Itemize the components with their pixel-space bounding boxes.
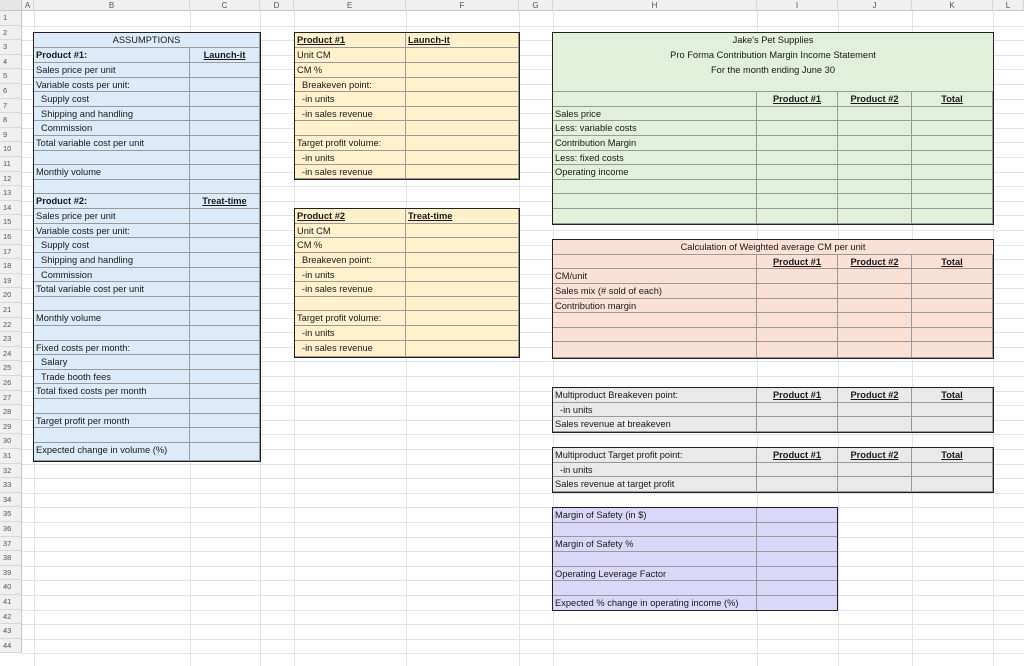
mbe-col-product1[interactable]: Product #1 [757,388,838,403]
a1-shipping-value[interactable] [190,107,260,121]
row-header[interactable]: 13 [0,186,22,201]
p2-be-units[interactable]: -in units [295,268,406,282]
a-expected-change-value[interactable] [190,443,260,461]
a1-blank-value[interactable] [190,151,260,165]
wcm-blank-1-total[interactable] [912,313,993,328]
a2-blank-value[interactable] [190,297,260,311]
is-blank-2[interactable] [553,194,757,209]
wcm-cm-unit-total[interactable] [912,269,993,284]
is-operating-p1[interactable] [757,165,838,180]
p1-cm-pct[interactable]: CM % [295,63,406,78]
is-less-fixed-p2[interactable] [838,151,912,165]
safety-blank-3-value[interactable] [757,581,837,596]
is-blank-1-p1[interactable] [757,180,838,194]
row-header[interactable]: 16 [0,230,22,245]
is-less-var-p1[interactable] [757,121,838,136]
p2-be-sales-value[interactable] [406,282,519,297]
safety-blank-1[interactable] [553,523,757,537]
a-gap4-value[interactable] [190,428,260,443]
row-header[interactable]: 6 [0,84,22,99]
p1-tp-sales-value[interactable] [406,165,519,179]
mtp-sales-revenue-p2[interactable] [838,477,912,492]
p1-breakeven-value[interactable] [406,78,519,92]
row-header[interactable]: 31 [0,449,22,464]
wcm-header-label[interactable] [553,255,757,269]
row-header[interactable]: 18 [0,259,22,274]
mbe-sales-revenue[interactable]: Sales revenue at breakeven [553,417,757,432]
is-header-label[interactable] [553,92,757,107]
row-header[interactable]: 30 [0,434,22,449]
mbe-in-units-p1[interactable] [757,403,838,417]
row-header[interactable]: 14 [0,201,22,216]
p2-unit-cm-value[interactable] [406,224,519,238]
a1-shipping[interactable]: Shipping and handling [34,107,190,121]
select-all-corner[interactable] [0,0,22,11]
column-header-b[interactable]: B [34,0,190,11]
is-blank-3-total[interactable] [912,209,993,224]
mtp-in-units[interactable]: -in units [553,463,757,477]
row-header[interactable]: 41 [0,595,22,610]
a1-commission-value[interactable] [190,121,260,136]
wcm-blank-1-p1[interactable] [757,313,838,328]
safety-blank-2[interactable] [553,552,757,567]
wcm-blank-2-total[interactable] [912,328,993,342]
a2-supply-value[interactable] [190,238,260,253]
a2-commission[interactable]: Commission [34,268,190,282]
p2-breakeven[interactable]: Breakeven point: [295,253,406,268]
p1-target-volume-value[interactable] [406,136,519,151]
column-header-a[interactable]: A [22,0,34,11]
mos-dollars[interactable]: Margin of Safety (in $) [553,508,757,523]
row-header[interactable]: 3 [0,40,22,55]
is-sales-price[interactable]: Sales price [553,107,757,121]
p2-be-units-value[interactable] [406,268,519,282]
grid-row-line [22,639,1024,640]
grid-row-line [22,653,1024,654]
operating-leverage[interactable]: Operating Leverage Factor [553,567,757,581]
assumptions-product1-label[interactable]: Product #1: [34,48,190,63]
row-header[interactable]: 19 [0,274,22,289]
wcm-cm-unit[interactable]: CM/unit [553,269,757,284]
wcm-col-product2[interactable]: Product #2 [838,255,912,269]
row-header[interactable]: 29 [0,420,22,435]
row-header[interactable]: 5 [0,69,22,84]
mos-dollars-value[interactable] [757,508,837,523]
mtp-sales-revenue-total[interactable] [912,477,993,492]
row-header[interactable]: 1 [0,11,22,26]
row-header[interactable]: 28 [0,405,22,420]
column-header-c[interactable]: C [190,0,260,11]
is-col-product1[interactable]: Product #1 [757,92,838,107]
is-blank-2-p1[interactable] [757,194,838,209]
a-gap4[interactable] [34,428,190,443]
wcm-blank-1[interactable] [553,313,757,328]
is-contribution-p1[interactable] [757,136,838,151]
a2-var-costs[interactable]: Variable costs per unit: [34,224,190,238]
p2-header[interactable]: Product #2 [295,209,406,224]
p2-tp-units-value[interactable] [406,326,519,341]
is-blank-2-p2[interactable] [838,194,912,209]
a2-monthly-volume-value[interactable] [190,311,260,326]
a-target-profit-value[interactable] [190,414,260,428]
a1-sales-price[interactable]: Sales price per unit [34,63,190,78]
a-total-fixed[interactable]: Total fixed costs per month [34,384,190,399]
a1-supply-value[interactable] [190,92,260,107]
p1-name[interactable]: Launch-it [406,33,519,48]
wcm-contribution[interactable]: Contribution margin [553,299,757,313]
row-header[interactable]: 40 [0,580,22,595]
wcm-cm-unit-p2[interactable] [838,269,912,284]
row-header[interactable]: 26 [0,376,22,391]
is-period[interactable]: For the month ending June 30 [553,63,993,78]
safety-blank-1-value[interactable] [757,523,837,537]
wcm-cm-unit-p1[interactable] [757,269,838,284]
a2-supply[interactable]: Supply cost [34,238,190,253]
mtp-sales-revenue[interactable]: Sales revenue at target profit [553,477,757,492]
p1-breakeven[interactable]: Breakeven point: [295,78,406,92]
p1-be-sales[interactable]: -in sales revenue [295,107,406,121]
a-gap3[interactable] [34,399,190,414]
a-salary-value[interactable] [190,355,260,370]
a2-sales-price[interactable]: Sales price per unit [34,209,190,224]
is-contribution-total[interactable] [912,136,993,151]
a1-commission[interactable]: Commission [34,121,190,136]
is-operating-p2[interactable] [838,165,912,180]
row-header[interactable]: 32 [0,464,22,479]
column-header-e[interactable]: E [294,0,406,11]
p1-unit-cm[interactable]: Unit CM [295,48,406,63]
row-header[interactable]: 8 [0,113,22,128]
p1-target-volume[interactable]: Target profit volume: [295,136,406,151]
operating-leverage-value[interactable] [757,567,837,581]
wcm-blank-2[interactable] [553,328,757,342]
column-header-j[interactable]: J [838,0,912,11]
wcm-sales-mix-p2[interactable] [838,284,912,299]
p1-header[interactable]: Product #1 [295,33,406,48]
mbe-col-total[interactable]: Total [912,388,993,403]
is-operating[interactable]: Operating income [553,165,757,180]
wcm-blank-2-p1[interactable] [757,328,838,342]
is-contribution[interactable]: Contribution Margin [553,136,757,151]
row-header[interactable]: 36 [0,522,22,537]
mtp-in-units-p1[interactable] [757,463,838,477]
grid-row-line [22,551,1024,552]
row-header[interactable]: 25 [0,361,22,376]
mbe-in-units[interactable]: -in units [553,403,757,417]
row-header[interactable]: 15 [0,215,22,230]
a1-var-costs-value[interactable] [190,78,260,92]
wcm-contribution-p1[interactable] [757,299,838,313]
a-trade-booth[interactable]: Trade booth fees [34,370,190,384]
mbe-in-units-total[interactable] [912,403,993,417]
a2-total-var-value[interactable] [190,282,260,297]
mbe-sales-revenue-p2[interactable] [838,417,912,432]
is-less-fixed-total[interactable] [912,151,993,165]
a1-var-costs[interactable]: Variable costs per unit: [34,78,190,92]
p2-cm-pct-value[interactable] [406,238,519,253]
grid-row-line [22,537,1024,538]
column-header-k[interactable]: K [912,0,993,11]
a-fixed-costs-value[interactable] [190,341,260,355]
p2-gap-value[interactable] [406,297,519,311]
is-blank-1-p2[interactable] [838,180,912,194]
wcm-contribution-p2[interactable] [838,299,912,313]
row-header[interactable]: 24 [0,347,22,362]
wcm-sales-mix[interactable]: Sales mix (# sold of each) [553,284,757,299]
is-blank-3[interactable] [553,209,757,224]
safety-blank-3[interactable] [553,581,757,596]
a2-monthly-volume[interactable]: Monthly volume [34,311,190,326]
is-less-var-p2[interactable] [838,121,912,136]
row-header[interactable]: 35 [0,507,22,522]
mtp-sales-revenue-p1[interactable] [757,477,838,492]
a1-monthly-volume-value[interactable] [190,165,260,180]
grid-row-line [22,624,1024,625]
grid-row-line [22,580,1024,581]
p1-unit-cm-value[interactable] [406,48,519,63]
p1-tp-units[interactable]: -in units [295,151,406,165]
grid-row-line [22,522,1024,523]
is-col-total[interactable]: Total [912,92,993,107]
row-header[interactable]: 9 [0,128,22,143]
a1-blank[interactable] [34,151,190,165]
column-header-d[interactable]: D [260,0,294,11]
a-fixed-costs[interactable]: Fixed costs per month: [34,341,190,355]
mos-pct[interactable]: Margin of Safety % [553,537,757,552]
p2-name[interactable]: Treat-time [406,209,519,224]
a-target-profit[interactable]: Target profit per month [34,414,190,428]
p2-target-volume[interactable]: Target profit volume: [295,311,406,326]
wcm-sales-mix-p1[interactable] [757,284,838,299]
is-blank-3-p2[interactable] [838,209,912,224]
expected-change-income[interactable]: Expected % change in operating income (%) [553,596,757,610]
row-header[interactable]: 2 [0,26,22,41]
a-salary[interactable]: Salary [34,355,190,370]
wcm-title[interactable]: Calculation of Weighted average CM per unit [553,240,993,255]
p2-target-volume-value[interactable] [406,311,519,326]
is-contribution-p2[interactable] [838,136,912,151]
row-header[interactable]: 21 [0,303,22,318]
a2-blank[interactable] [34,297,190,311]
assumptions-product1-name[interactable]: Launch-it [190,48,260,63]
row-header[interactable]: 33 [0,478,22,493]
is-sales-price-total[interactable] [912,107,993,121]
row-header[interactable]: 4 [0,55,22,70]
assumptions-product2-label[interactable]: Product #2: [34,194,190,209]
wcm-blank-3-total[interactable] [912,342,993,358]
a-gap3-value[interactable] [190,399,260,414]
is-company[interactable]: Jake's Pet Supplies [553,33,993,48]
row-header[interactable]: 43 [0,624,22,639]
is-title[interactable]: Pro Forma Contribution Margin Income Statement [553,48,993,63]
is-less-var-total[interactable] [912,121,993,136]
column-header-i[interactable]: I [757,0,838,11]
column-header-g[interactable]: G [519,0,553,11]
mbe-title[interactable]: Multiproduct Breakeven point: [553,388,757,403]
wcm-blank-3[interactable] [553,342,757,358]
mtp-col-product1[interactable]: Product #1 [757,448,838,463]
p2-breakeven-value[interactable] [406,253,519,268]
row-header[interactable]: 17 [0,245,22,260]
grid-row-line [22,610,1024,611]
mbe-in-units-p2[interactable] [838,403,912,417]
row-header[interactable]: 12 [0,172,22,187]
wcm-sales-mix-total[interactable] [912,284,993,299]
a-expected-change[interactable]: Expected change in volume (%) [34,443,190,461]
is-blank-3-p1[interactable] [757,209,838,224]
row-header[interactable]: 37 [0,537,22,552]
a-gap2-value[interactable] [190,326,260,341]
p1-be-sales-value[interactable] [406,107,519,121]
row-header[interactable]: 27 [0,391,22,406]
p2-tp-sales-value[interactable] [406,341,519,357]
is-sales-price-p1[interactable] [757,107,838,121]
row-header[interactable]: 10 [0,142,22,157]
a1-sales-price-value[interactable] [190,63,260,78]
wcm-contribution-total[interactable] [912,299,993,313]
p1-be-units-value[interactable] [406,92,519,107]
grid-row-line [22,566,1024,567]
mtp-col-total[interactable]: Total [912,448,993,463]
a2-total-var[interactable]: Total variable cost per unit [34,282,190,297]
p1-gap-value[interactable] [406,121,519,136]
a1-total-var[interactable]: Total variable cost per unit [34,136,190,151]
row-header[interactable]: 34 [0,493,22,508]
wcm-col-total[interactable]: Total [912,255,993,269]
p2-unit-cm[interactable]: Unit CM [295,224,406,238]
p1-gap[interactable] [295,121,406,136]
a-trade-booth-value[interactable] [190,370,260,384]
a2-shipping-value[interactable] [190,253,260,268]
p2-cm-pct[interactable]: CM % [295,238,406,253]
wcm-blank-1-p2[interactable] [838,313,912,328]
p2-be-sales[interactable]: -in sales revenue [295,282,406,297]
wcm-blank-2-p2[interactable] [838,328,912,342]
mtp-in-units-p2[interactable] [838,463,912,477]
wcm-blank-3-p1[interactable] [757,342,838,358]
is-col-product2[interactable]: Product #2 [838,92,912,107]
a-gap2[interactable] [34,326,190,341]
mtp-title[interactable]: Multiproduct Target profit point: [553,448,757,463]
a-total-fixed-value[interactable] [190,384,260,399]
assumptions-title[interactable]: ASSUMPTIONS [34,33,260,48]
row-header[interactable]: 11 [0,157,22,172]
a1-supply[interactable]: Supply cost [34,92,190,107]
safety-blank-2-value[interactable] [757,552,837,567]
is-blank-1-total[interactable] [912,180,993,194]
a2-sales-price-value[interactable] [190,209,260,224]
is-blank-1[interactable] [553,180,757,194]
mbe-col-product2[interactable]: Product #2 [838,388,912,403]
a2-shipping[interactable]: Shipping and handling [34,253,190,268]
p1-tp-units-value[interactable] [406,151,519,165]
row-header[interactable]: 42 [0,610,22,625]
column-header-f[interactable]: F [406,0,519,11]
a2-var-costs-value[interactable] [190,224,260,238]
is-blank-2-total[interactable] [912,194,993,209]
column-header-l[interactable]: L [993,0,1024,11]
a-gap[interactable] [34,180,190,194]
row-header[interactable]: 22 [0,318,22,333]
is-less-fixed[interactable]: Less: fixed costs [553,151,757,165]
row-header[interactable]: 44 [0,639,22,654]
p2-tp-units[interactable]: -in units [295,326,406,341]
expected-change-income-value[interactable] [757,596,837,610]
row-header[interactable]: 39 [0,566,22,581]
column-header-h[interactable]: H [553,0,757,11]
is-blank-row[interactable] [553,78,993,92]
a1-monthly-volume[interactable]: Monthly volume [34,165,190,180]
mos-pct-value[interactable] [757,537,837,552]
is-operating-total[interactable] [912,165,993,180]
row-header[interactable]: 38 [0,551,22,566]
row-header[interactable]: 23 [0,332,22,347]
p1-tp-sales[interactable]: -in sales revenue [295,165,406,179]
p1-cm-pct-value[interactable] [406,63,519,78]
a2-commission-value[interactable] [190,268,260,282]
grid-row-line [22,507,1024,508]
a1-total-var-value[interactable] [190,136,260,151]
mtp-col-product2[interactable]: Product #2 [838,448,912,463]
p1-be-units[interactable]: -in units [295,92,406,107]
row-header[interactable]: 20 [0,288,22,303]
assumptions-product2-name[interactable]: Treat-time [190,194,260,209]
mbe-sales-revenue-p1[interactable] [757,417,838,432]
wcm-col-product1[interactable]: Product #1 [757,255,838,269]
mtp-in-units-total[interactable] [912,463,993,477]
p2-gap[interactable] [295,297,406,311]
is-less-fixed-p1[interactable] [757,151,838,165]
is-less-var[interactable]: Less: variable costs [553,121,757,136]
grid-row-line [22,595,1024,596]
mbe-sales-revenue-total[interactable] [912,417,993,432]
row-header[interactable]: 7 [0,99,22,114]
a-gap-value[interactable] [190,180,260,194]
p2-tp-sales[interactable]: -in sales revenue [295,341,406,357]
wcm-blank-3-p2[interactable] [838,342,912,358]
grid-row-line [22,26,1024,27]
is-sales-price-p2[interactable] [838,107,912,121]
